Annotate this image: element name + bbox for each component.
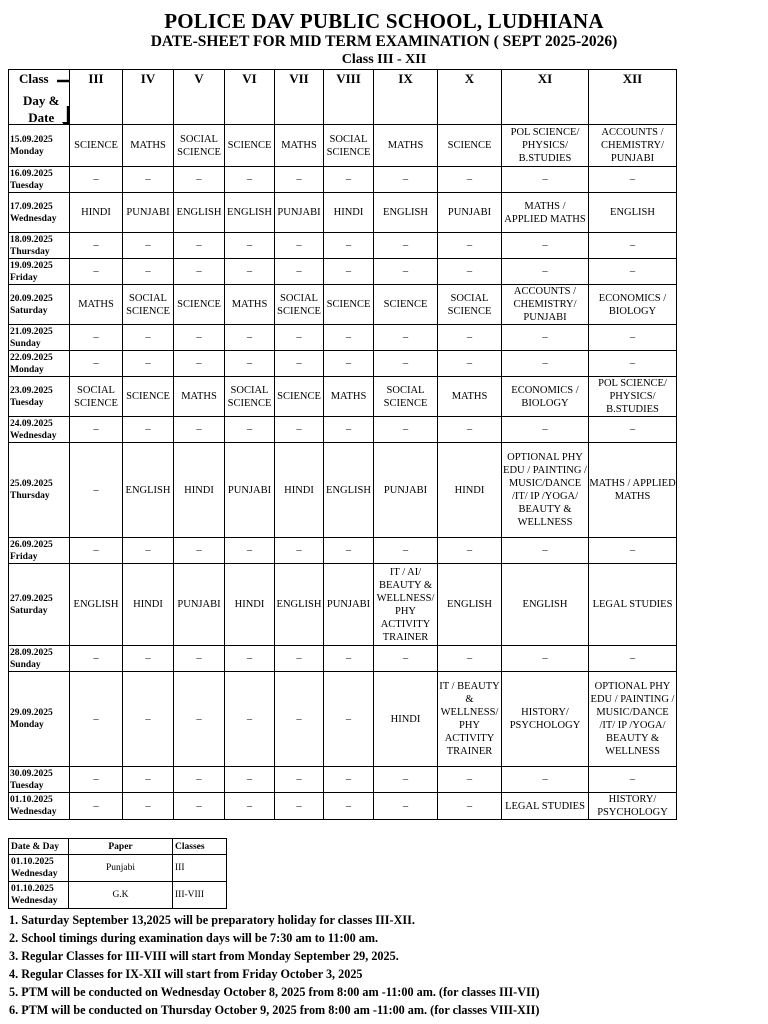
subject-cell: SCIENCE [123,377,174,417]
subject-cell: – [324,351,374,377]
subject-cell: – [123,351,174,377]
subject-cell: LEGAL STUDIES [502,793,589,820]
subject-cell: – [123,538,174,564]
subject-cell: MATHS [324,377,374,417]
subject-cell: – [324,793,374,820]
subject-cell: – [589,167,677,193]
additional-date-cell [9,855,69,882]
date-cell [9,125,70,167]
subject-cell: – [589,259,677,285]
subject-cell: HINDI [70,193,123,233]
subject-cell: HINDI [275,443,324,538]
subject-cell: – [174,767,225,793]
subject-cell: SOCIAL SCIENCE [123,285,174,325]
datesheet-title: DATE-SHEET FOR MID TERM EXAMINATION ( SEPT 2025-2026) [150,33,618,50]
subject-cell: – [70,167,123,193]
date-cell [9,793,70,820]
exam-date: 29.09.2025 [10,708,53,718]
school-name: POLICE DAV PUBLIC SCHOOL, LUDHIANA [164,9,604,33]
subject-cell: – [374,793,438,820]
additional-papers-table [8,838,227,909]
subject-cell: PUNJABI [174,564,225,646]
exam-row [9,672,677,767]
exam-day: Monday [10,720,44,730]
column-header: VI [225,70,275,125]
subject-cell: – [324,233,374,259]
subject-cell: – [70,646,123,672]
corner-cell [9,70,70,125]
subject-cell: MATHS [374,125,438,167]
subject-cell: – [438,646,502,672]
subject-cell: – [502,351,589,377]
subject-cell: – [123,417,174,443]
class-range: Class III - XII [341,52,427,67]
subject-cell: PUNJABI [438,193,502,233]
subject-cell: – [438,538,502,564]
subject-cell: – [275,793,324,820]
column-header: IV [123,70,174,125]
subject-cell: – [225,233,275,259]
date-cell [9,325,70,351]
subject-cell: ENGLISH [225,193,275,233]
header-paper: Paper [69,839,173,855]
subject-cell: – [502,767,589,793]
subject-cell: OPTIONAL PHY EDU / PAINTING / MUSIC/DANCE /IT/ IP /YOGA/ BEAUTY & WELLNESS [589,672,677,767]
additional-date: 01.10.2025 [11,857,54,867]
subject-cell: – [275,351,324,377]
exam-day: Thursday [10,246,50,257]
corner-date-text: Date [28,110,55,125]
additional-row [9,855,227,882]
exam-date: 16.09.2025 [10,168,53,179]
subject-cell: – [275,167,324,193]
datesheet-table [8,69,677,820]
subject-cell: MATHS [123,125,174,167]
exam-row [9,538,677,564]
subject-cell: – [324,672,374,767]
exam-date: 24.09.2025 [10,418,53,429]
subject-cell: – [374,767,438,793]
exam-row [9,125,677,167]
subject-cell: – [275,417,324,443]
subject-cell: – [324,538,374,564]
subject-cell: – [324,259,374,285]
subject-cell: – [70,443,123,538]
header-row [9,70,677,125]
subject-cell: – [438,793,502,820]
date-cell [9,259,70,285]
subject-cell: SCIENCE [225,125,275,167]
additional-header-row [9,839,227,855]
subject-cell: – [275,233,324,259]
subject-cell: MATHS / APPLIED MATHS [589,443,677,538]
exam-day: Friday [10,551,38,562]
column-header: IX [374,70,438,125]
subject-cell: PUNJABI [275,193,324,233]
subject-cell: – [589,233,677,259]
column-header: XII [589,70,677,125]
subject-cell: HINDI [225,564,275,646]
additional-date-cell [9,882,69,909]
subject-cell: – [324,167,374,193]
header-classes: Classes [173,839,227,855]
subject-cell: – [70,767,123,793]
subject-cell: – [225,646,275,672]
subject-cell: – [123,793,174,820]
arrow-down-icon [61,106,70,125]
arrow-right-icon [57,74,70,88]
subject-cell: – [502,417,589,443]
exam-row [9,564,677,646]
column-header: XI [502,70,589,125]
exam-date: 28.09.2025 [10,647,53,658]
subject-cell: – [174,672,225,767]
subject-cell: – [589,538,677,564]
exam-day: Wednesday [10,430,57,441]
date-cell [9,193,70,233]
subject-cell: – [502,233,589,259]
subject-cell: SOCIAL SCIENCE [374,377,438,417]
exam-day: Sunday [10,338,41,349]
notes-list [9,911,759,1019]
note-item: 3. Regular Classes for III-VIII will start from Monday September 29, 2025. [9,949,399,963]
subject-cell: ENGLISH [502,564,589,646]
exam-day: Friday [10,272,38,283]
subject-cell: – [275,259,324,285]
subject-cell: MATHS [438,377,502,417]
date-cell [9,351,70,377]
subject-cell: PUNJABI [123,193,174,233]
exam-date: 01.10.2025 [10,795,53,805]
subject-cell: – [502,538,589,564]
subject-cell: – [174,793,225,820]
subject-cell: – [324,325,374,351]
subject-cell: – [502,259,589,285]
subject-cell: SOCIAL SCIENCE [225,377,275,417]
subject-cell: – [374,325,438,351]
exam-date: 27.09.2025 [10,593,53,604]
exam-date: 26.09.2025 [10,539,53,550]
subject-cell: SOCIAL SCIENCE [324,125,374,167]
exam-date: 22.09.2025 [10,352,53,363]
subject-cell: – [275,325,324,351]
subject-cell: HISTORY/ PSYCHOLOGY [502,672,589,767]
subject-cell: – [174,167,225,193]
note-item: 1. Saturday September 13,2025 will be preparatory holiday for classes III-XII. [9,913,415,927]
subject-cell: – [70,538,123,564]
subject-cell: ECONOMICS / BIOLOGY [502,377,589,417]
subject-cell: – [225,417,275,443]
note-item: 4. Regular Classes for IX-XII will start from Friday October 3, 2025 [9,967,363,981]
subject-cell: – [123,646,174,672]
column-header: VIII [324,70,374,125]
subject-cell: – [123,767,174,793]
subject-cell: – [324,417,374,443]
subject-cell: – [438,325,502,351]
subject-cell: OPTIONAL PHY EDU / PAINTING / MUSIC/DANCE /IT/ IP /YOGA/ BEAUTY & WELLNESS [502,443,589,538]
exam-day: Tuesday [10,397,44,408]
additional-classes: III-VIII [173,882,227,909]
exam-day: Saturday [10,605,48,616]
subject-cell: SOCIAL SCIENCE [174,125,225,167]
corner-class-label: Class [19,71,49,86]
subject-cell: – [589,646,677,672]
exam-row [9,793,677,820]
additional-paper: G.K [69,882,173,909]
subject-cell: ENGLISH [174,193,225,233]
date-cell [9,538,70,564]
date-cell [9,646,70,672]
subject-cell: SOCIAL SCIENCE [275,285,324,325]
exam-row [9,767,677,793]
subject-cell: – [589,417,677,443]
subject-cell: SCIENCE [275,377,324,417]
subject-cell: ENGLISH [589,193,677,233]
subject-cell: – [70,351,123,377]
exam-date: 19.09.2025 [10,260,53,271]
exam-date: 20.09.2025 [10,293,53,304]
subject-cell: – [374,538,438,564]
subject-cell: – [275,646,324,672]
subject-cell: PUNJABI [225,443,275,538]
date-cell [9,233,70,259]
column-header: III [70,70,123,125]
subject-cell: SCIENCE [374,285,438,325]
date-cell [9,167,70,193]
subject-cell: – [324,767,374,793]
subject-cell: – [275,538,324,564]
exam-day: Saturday [10,305,48,316]
exam-row [9,193,677,233]
subject-cell: – [70,417,123,443]
subject-cell: SOCIAL SCIENCE [70,377,123,417]
subject-cell: – [589,351,677,377]
date-cell [9,443,70,538]
exam-row [9,233,677,259]
note-item: 5. PTM will be conducted on Wednesday October 8, 2025 from 8:00 am -11:00 am. (for classes III-VII) [9,985,540,999]
exam-date: 17.09.2025 [10,201,53,212]
exam-date: 15.09.2025 [10,134,53,145]
subject-cell: – [374,351,438,377]
subject-cell: ENGLISH [275,564,324,646]
additional-date: 01.10.2025 [11,884,54,894]
subject-cell: POL SCIENCE/ PHYSICS/ B.STUDIES [589,377,677,417]
subject-cell: – [438,167,502,193]
header-date-day: Date & Day [9,839,69,855]
date-cell [9,285,70,325]
subject-cell: – [438,767,502,793]
subject-cell: – [275,672,324,767]
exam-date: 30.09.2025 [10,768,53,779]
date-cell [9,417,70,443]
subject-cell: ENGLISH [123,443,174,538]
subject-cell: ENGLISH [374,193,438,233]
subject-cell: – [374,259,438,285]
subject-cell: HINDI [438,443,502,538]
date-cell [9,377,70,417]
subject-cell: – [438,233,502,259]
subject-cell: – [502,646,589,672]
date-cell [9,672,70,767]
subject-cell: – [225,767,275,793]
subject-cell: – [275,767,324,793]
subject-cell: – [70,672,123,767]
exam-row [9,646,677,672]
subject-cell: – [225,538,275,564]
exam-day: Tuesday [10,180,44,191]
subject-cell: ACCOUNTS / CHEMISTRY/ PUNJABI [502,285,589,325]
subject-cell: IT / AI/ BEAUTY & WELLNESS/ PHY ACTIVITY TRAINER [374,564,438,646]
subject-cell: – [374,417,438,443]
subject-cell: HINDI [123,564,174,646]
subject-cell: – [225,325,275,351]
column-header: VII [275,70,324,125]
subject-cell: ENGLISH [438,564,502,646]
subject-cell: – [70,259,123,285]
subject-cell: PUNJABI [324,564,374,646]
subject-cell: ENGLISH [70,564,123,646]
exam-day: Monday [10,146,44,157]
exam-date: 18.09.2025 [10,234,53,245]
exam-row [9,259,677,285]
subject-cell: – [174,233,225,259]
exam-row [9,443,677,538]
subject-cell: – [123,672,174,767]
subject-cell: – [174,417,225,443]
subject-cell: SCIENCE [174,285,225,325]
additional-classes: III [173,855,227,882]
subject-cell: – [174,351,225,377]
subject-cell: IT / BEAUTY & WELLNESS/ PHY ACTIVITY TRAINER [438,672,502,767]
subject-cell: – [438,259,502,285]
subject-cell: PUNJABI [374,443,438,538]
additional-row [9,882,227,909]
subject-cell: – [502,325,589,351]
subject-cell: HINDI [174,443,225,538]
subject-cell: SOCIAL SCIENCE [438,285,502,325]
note-item: 6. PTM will be conducted on Thursday October 9, 2025 from 8:00 am -11:00 am. (for classes VIII-XII) [9,1003,540,1017]
exam-day: Sunday [10,659,41,670]
subject-cell: – [589,325,677,351]
subject-cell: – [123,233,174,259]
exam-row [9,167,677,193]
exam-day: Tuesday [10,780,44,791]
column-header: V [174,70,225,125]
exam-date: 21.09.2025 [10,326,53,337]
subject-cell: – [438,417,502,443]
corner-day-label [23,92,59,125]
column-header: X [438,70,502,125]
note-item: 2. School timings during examination days will be 7:30 am to 11:00 am. [9,931,379,945]
subject-cell: – [174,538,225,564]
exam-day: Wednesday [10,213,57,224]
subject-cell: – [123,167,174,193]
exam-row [9,285,677,325]
exam-day: Thursday [10,491,50,501]
subject-cell: – [374,167,438,193]
subject-cell: SCIENCE [70,125,123,167]
subject-cell: ECONOMICS / BIOLOGY [589,285,677,325]
subject-cell: LEGAL STUDIES [589,564,677,646]
subject-cell: – [438,351,502,377]
subject-cell: MATHS [275,125,324,167]
subject-cell: – [374,233,438,259]
subject-cell: SCIENCE [438,125,502,167]
exam-row [9,351,677,377]
exam-row [9,417,677,443]
subject-cell: – [123,259,174,285]
subject-cell: – [225,167,275,193]
subject-cell: – [374,646,438,672]
date-cell [9,564,70,646]
subject-cell: – [225,672,275,767]
exam-date: 23.09.2025 [10,385,53,396]
subject-cell: – [70,325,123,351]
subject-cell: – [70,233,123,259]
subject-cell: MATHS [70,285,123,325]
subject-cell: – [174,259,225,285]
exam-row [9,325,677,351]
exam-row [9,377,677,417]
subject-cell: – [502,167,589,193]
subject-cell: HISTORY/ PSYCHOLOGY [589,793,677,820]
exam-date: 25.09.2025 [10,479,53,489]
subject-cell: POL SCIENCE/ PHYSICS/ B.STUDIES [502,125,589,167]
subject-cell: HINDI [324,193,374,233]
subject-cell: MATHS [225,285,275,325]
exam-day: Wednesday [10,807,57,817]
subject-cell: – [225,259,275,285]
subject-cell: – [123,325,174,351]
subject-cell: MATHS [174,377,225,417]
subject-cell: – [174,325,225,351]
subject-cell: – [225,351,275,377]
subject-cell: – [225,793,275,820]
corner-day-text: Day & [23,93,60,108]
subject-cell: SCIENCE [324,285,374,325]
additional-paper: Punjabi [69,855,173,882]
subject-cell: MATHS / APPLIED MATHS [502,193,589,233]
subject-cell: HINDI [374,672,438,767]
subject-cell: – [70,793,123,820]
date-cell [9,767,70,793]
additional-day: Wednesday [11,869,58,879]
subject-cell: – [174,646,225,672]
subject-cell: ACCOUNTS / CHEMISTRY/ PUNJABI [589,125,677,167]
subject-cell: – [324,646,374,672]
exam-day: Monday [10,364,44,375]
additional-day: Wednesday [11,896,58,906]
subject-cell: ENGLISH [324,443,374,538]
subject-cell: – [589,767,677,793]
